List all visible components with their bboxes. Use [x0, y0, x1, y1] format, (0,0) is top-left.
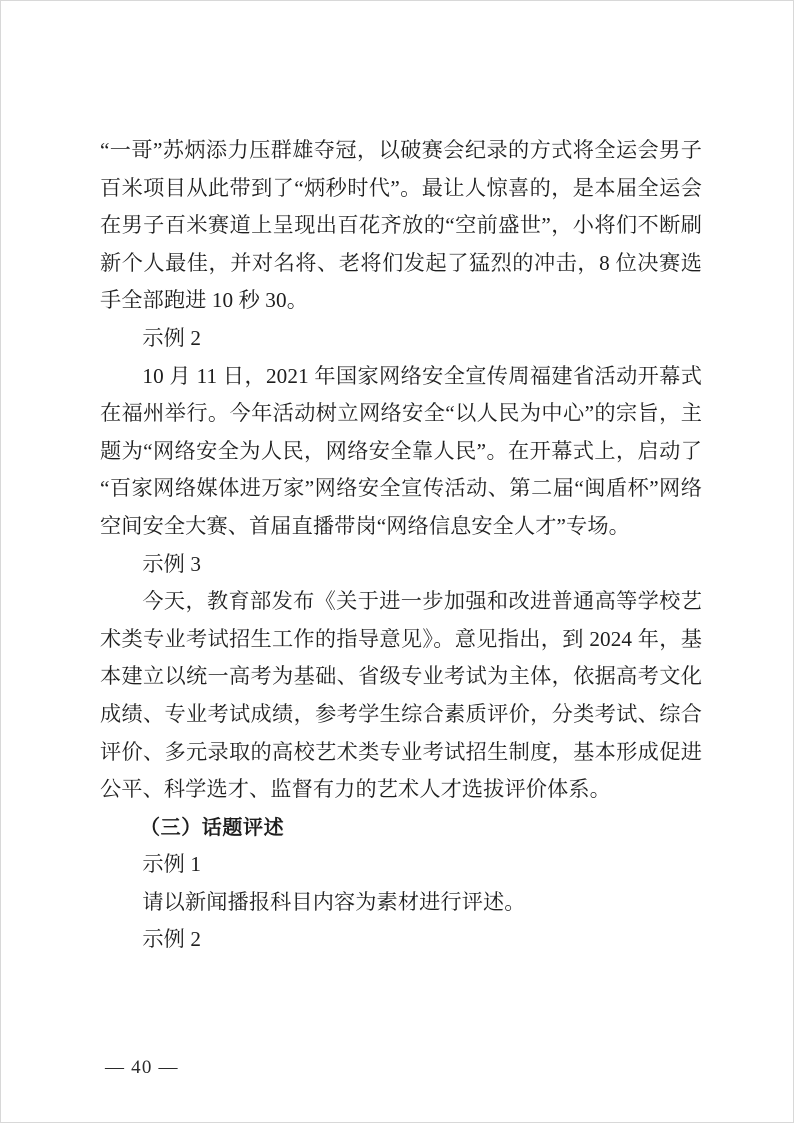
example-3-label: 示例 3: [142, 551, 202, 576]
page-number: — 40 —: [105, 1057, 179, 1078]
topic-example-1-label: 示例 1: [142, 852, 202, 877]
paragraph-sprint-news: “一哥”苏炳添力压群雄夺冠，以破赛会纪录的方式将全运会男子百米项目从此带到了“炳秒时代”。最让人惊喜的，是本届全运会在男子百米赛道上呈现出百花齐放的“空前盛世”，小将们不断刷新个人最佳，并对名将、老将们发起了猛烈的冲击，8 位决赛选手全部跑进 10 秒 30。: [100, 138, 702, 313]
paragraph-arts-exam-policy: 今天，教育部发布《关于进一步加强和改进普通高等学校艺术类专业考试招生工作的指导意见》。意见指出，到 2024 年，基本建立以统一高考为基础、省级专业考试为主体，依据高考文化成绩、专业考试成绩，参考学生综合素质评价，分类考试、综合评价、多元录取的高校艺术类专业考试招生制度，基本形成促进公平、科学选才、监督有力的艺术人才选拔评价体系。: [100, 589, 702, 802]
paragraph-cybersecurity-week: 10 月 11 日，2021 年国家网络安全宣传周福建省活动开幕式在福州举行。今年活动树立网络安全“以人民为中心”的宗旨，主题为“网络安全为人民，网络安全靠人民”。在开幕式上，启动了“百家网络媒体进万家”网络安全宣传活动、第二届“闽盾杯”网络空间安全大赛、首届直播带岗“网络信息安全人才”专场。: [100, 363, 702, 538]
page-content-area: [100, 132, 702, 959]
example-2-label: 示例 2: [142, 325, 202, 350]
topic-example-2-label: 示例 2: [142, 927, 202, 952]
section-heading-topic-commentary: （三）话题评述: [140, 814, 285, 839]
topic-example-1-text: 请以新闻播报科目内容为素材进行评述。: [142, 889, 526, 914]
